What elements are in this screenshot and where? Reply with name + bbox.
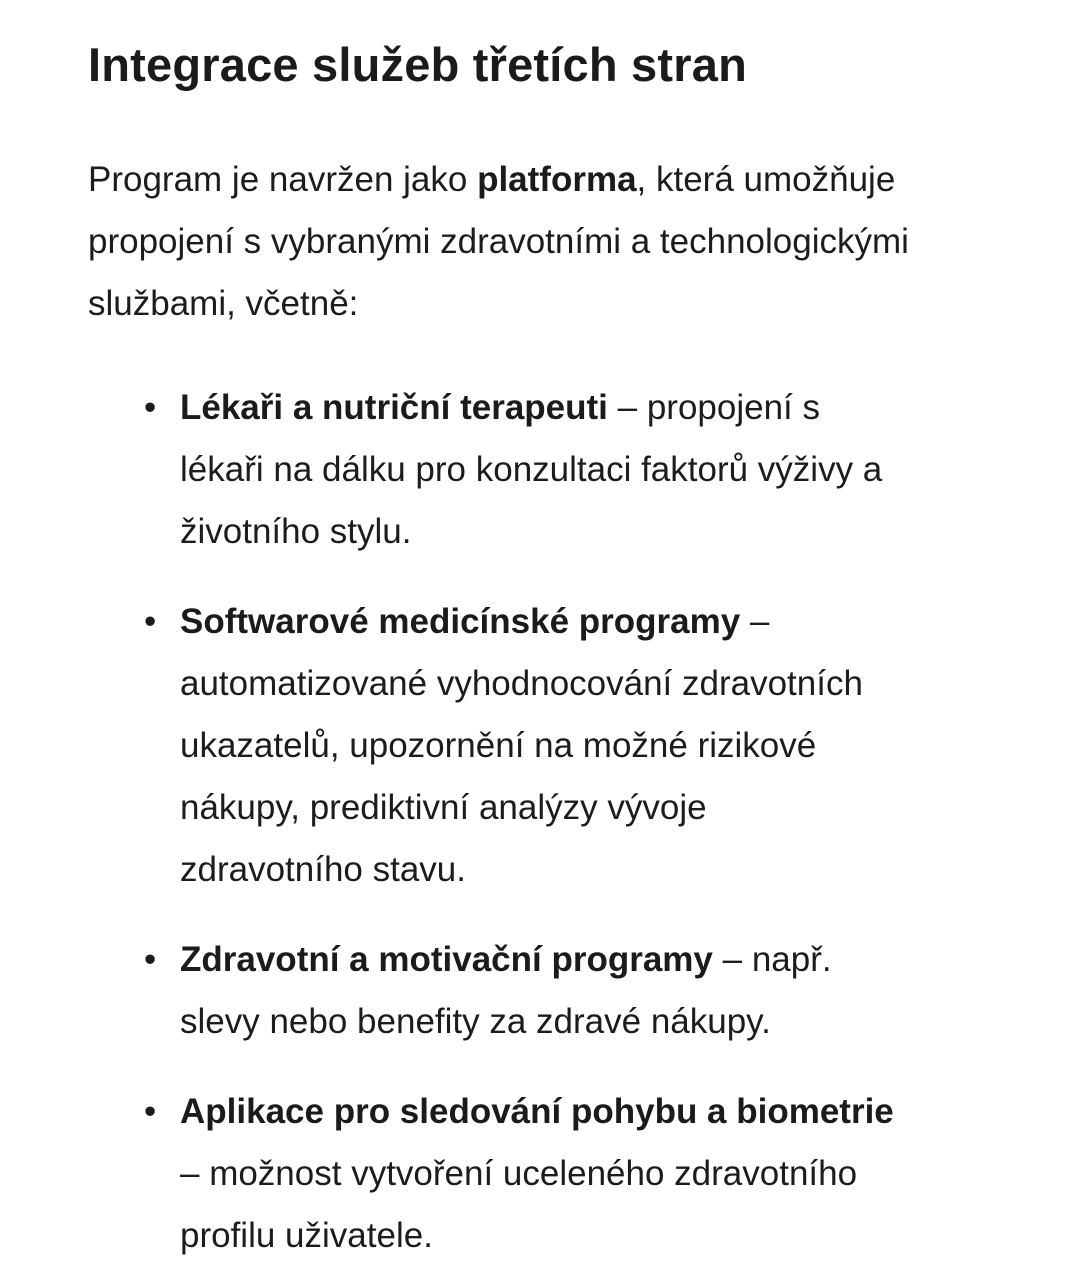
list-item (144, 929, 990, 1053)
page-title: Integrace služeb třetích stran (88, 38, 747, 91)
list-item-text: Zdravotní a motivační programy – např. slevy nebo benefity za zdravé nákupy. (180, 939, 832, 1041)
bullet-icon: • (144, 939, 157, 979)
list-item (144, 1081, 990, 1267)
list-item-text: Softwarové medicínské programy – automatizované vyhodnocování zdravotních ukazatelů, upozornění na možné rizikové nákupy, prediktivní analýzy vývoje zdravotního stavu. (180, 601, 863, 889)
list-item-text: Lékaři a nutriční terapeuti – propojení s lékaři na dálku pro konzultaci faktorů výživy a životního stylu. (180, 387, 883, 551)
list-item (144, 591, 990, 901)
bullet-list (88, 377, 990, 1267)
bullet-icon: • (144, 601, 157, 641)
bullet-icon: • (144, 387, 157, 427)
list-item (144, 377, 990, 563)
intro-paragraph: Program je navržen jako platforma, která umožňuje propojení s vybranými zdravotními a technologickými službami, včetně: (88, 159, 909, 323)
bullet-icon: • (144, 1091, 157, 1131)
list-item-text: Aplikace pro sledování pohybu a biometrie – možnost vytvoření uceleného zdravotního profilu uživatele. (180, 1091, 894, 1255)
